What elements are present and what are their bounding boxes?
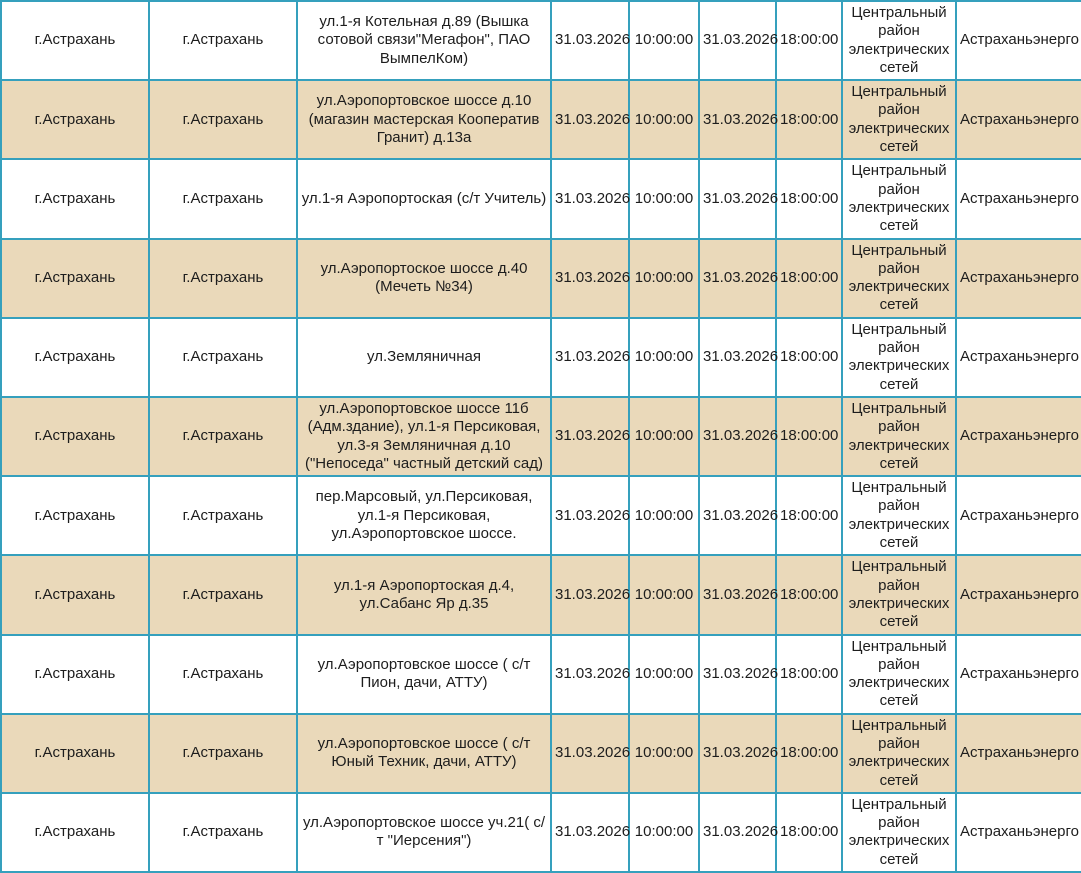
- cell-company: Астраханьэнерго: [956, 476, 1081, 555]
- cell-time-end: 18:00:00: [776, 635, 842, 714]
- cell-network-district: Центральный район электрических сетей: [842, 80, 956, 159]
- cell-date-start: 31.03.2026: [551, 476, 629, 555]
- cell-address: ул.Аэропортоское шоссе д.40 (Мечеть №34): [297, 239, 551, 318]
- cell-city: г.Астрахань: [1, 555, 149, 634]
- cell-date-end: 31.03.2026: [699, 239, 776, 318]
- cell-company: Астраханьэнерго: [956, 555, 1081, 634]
- cell-date-end: 31.03.2026: [699, 80, 776, 159]
- cell-time-start: 10:00:00: [629, 80, 699, 159]
- table-row: [1, 793, 1081, 872]
- cell-settlement: г.Астрахань: [149, 397, 297, 476]
- cell-address: ул.Земляничная: [297, 318, 551, 397]
- cell-time-end: 18:00:00: [776, 239, 842, 318]
- cell-time-start: 10:00:00: [629, 555, 699, 634]
- cell-city: г.Астрахань: [1, 714, 149, 793]
- cell-time-end: 18:00:00: [776, 397, 842, 476]
- cell-address: пер.Марсовый, ул.Персиковая, ул.1-я Персиковая, ул.Аэропортовское шоссе.: [297, 476, 551, 555]
- cell-date-start: 31.03.2026: [551, 239, 629, 318]
- cell-time-start: 10:00:00: [629, 714, 699, 793]
- cell-time-start: 10:00:00: [629, 159, 699, 238]
- cell-date-end: 31.03.2026: [699, 159, 776, 238]
- cell-address: ул.Аэропортовское шоссе 11б (Адм.здание), ул.1-я Персиковая, ул.3-я Земляничная д.10 ("Непоседа" частный детский сад): [297, 397, 551, 476]
- cell-date-start: 31.03.2026: [551, 555, 629, 634]
- cell-network-district: Центральный район электрических сетей: [842, 476, 956, 555]
- cell-company: Астраханьэнерго: [956, 793, 1081, 872]
- cell-date-start: 31.03.2026: [551, 1, 629, 80]
- cell-city: г.Астрахань: [1, 80, 149, 159]
- table-row: [1, 1, 1081, 80]
- table-row: [1, 397, 1081, 476]
- cell-settlement: г.Астрахань: [149, 793, 297, 872]
- cell-time-start: 10:00:00: [629, 476, 699, 555]
- cell-network-district: Центральный район электрических сетей: [842, 239, 956, 318]
- cell-date-end: 31.03.2026: [699, 555, 776, 634]
- cell-network-district: Центральный район электрических сетей: [842, 635, 956, 714]
- cell-city: г.Астрахань: [1, 397, 149, 476]
- cell-time-start: 10:00:00: [629, 397, 699, 476]
- cell-company: Астраханьэнерго: [956, 239, 1081, 318]
- table-row: [1, 555, 1081, 634]
- cell-date-start: 31.03.2026: [551, 714, 629, 793]
- cell-city: г.Астрахань: [1, 159, 149, 238]
- cell-company: Астраханьэнерго: [956, 318, 1081, 397]
- cell-network-district: Центральный район электрических сетей: [842, 397, 956, 476]
- outage-table-body: [1, 1, 1081, 872]
- cell-date-start: 31.03.2026: [551, 635, 629, 714]
- cell-address: ул.1-я Аэропортоская (с/т Учитель): [297, 159, 551, 238]
- cell-company: Астраханьэнерго: [956, 80, 1081, 159]
- cell-time-start: 10:00:00: [629, 793, 699, 872]
- cell-address: ул.1-я Котельная д.89 (Вышка сотовой связи"Мегафон", ПАО ВымпелКом): [297, 1, 551, 80]
- cell-settlement: г.Астрахань: [149, 476, 297, 555]
- cell-settlement: г.Астрахань: [149, 80, 297, 159]
- cell-company: Астраханьэнерго: [956, 397, 1081, 476]
- cell-settlement: г.Астрахань: [149, 555, 297, 634]
- cell-date-end: 31.03.2026: [699, 635, 776, 714]
- cell-address: ул.1-я Аэропортоская д.4, ул.Сабанс Яр д.35: [297, 555, 551, 634]
- cell-time-start: 10:00:00: [629, 318, 699, 397]
- cell-company: Астраханьэнерго: [956, 714, 1081, 793]
- cell-date-start: 31.03.2026: [551, 793, 629, 872]
- cell-time-end: 18:00:00: [776, 80, 842, 159]
- cell-date-end: 31.03.2026: [699, 793, 776, 872]
- cell-network-district: Центральный район электрических сетей: [842, 793, 956, 872]
- cell-network-district: Центральный район электрических сетей: [842, 555, 956, 634]
- cell-address: ул.Аэропортовское шоссе д.10 (магазин мастерская Кооператив Гранит) д.13а: [297, 80, 551, 159]
- table-row: [1, 159, 1081, 238]
- cell-date-end: 31.03.2026: [699, 318, 776, 397]
- cell-city: г.Астрахань: [1, 793, 149, 872]
- cell-settlement: г.Астрахань: [149, 714, 297, 793]
- table-row: [1, 714, 1081, 793]
- cell-time-start: 10:00:00: [629, 239, 699, 318]
- cell-time-end: 18:00:00: [776, 1, 842, 80]
- cell-time-start: 10:00:00: [629, 635, 699, 714]
- cell-date-start: 31.03.2026: [551, 318, 629, 397]
- cell-company: Астраханьэнерго: [956, 1, 1081, 80]
- cell-city: г.Астрахань: [1, 1, 149, 80]
- cell-network-district: Центральный район электрических сетей: [842, 159, 956, 238]
- cell-date-start: 31.03.2026: [551, 80, 629, 159]
- cell-address: ул.Аэропортовское шоссе ( с/т Пион, дачи, АТТУ): [297, 635, 551, 714]
- cell-network-district: Центральный район электрических сетей: [842, 318, 956, 397]
- cell-network-district: Центральный район электрических сетей: [842, 1, 956, 80]
- cell-network-district: Центральный район электрических сетей: [842, 714, 956, 793]
- cell-date-start: 31.03.2026: [551, 159, 629, 238]
- cell-time-end: 18:00:00: [776, 793, 842, 872]
- cell-address: ул.Аэропортовское шоссе уч.21( с/т "Иерсения"): [297, 793, 551, 872]
- table-row: [1, 80, 1081, 159]
- cell-date-start: 31.03.2026: [551, 397, 629, 476]
- cell-settlement: г.Астрахань: [149, 159, 297, 238]
- cell-time-end: 18:00:00: [776, 159, 842, 238]
- cell-settlement: г.Астрахань: [149, 635, 297, 714]
- cell-company: Астраханьэнерго: [956, 159, 1081, 238]
- cell-time-end: 18:00:00: [776, 555, 842, 634]
- cell-date-end: 31.03.2026: [699, 476, 776, 555]
- cell-time-start: 10:00:00: [629, 1, 699, 80]
- cell-city: г.Астрахань: [1, 635, 149, 714]
- cell-city: г.Астрахань: [1, 476, 149, 555]
- table-row: [1, 635, 1081, 714]
- cell-settlement: г.Астрахань: [149, 1, 297, 80]
- table-row: [1, 318, 1081, 397]
- cell-company: Астраханьэнерго: [956, 635, 1081, 714]
- cell-time-end: 18:00:00: [776, 318, 842, 397]
- cell-date-end: 31.03.2026: [699, 1, 776, 80]
- cell-time-end: 18:00:00: [776, 476, 842, 555]
- table-row: [1, 476, 1081, 555]
- cell-city: г.Астрахань: [1, 239, 149, 318]
- table-row: [1, 239, 1081, 318]
- cell-address: ул.Аэропортовское шоссе ( с/т Юный Техник, дачи, АТТУ): [297, 714, 551, 793]
- cell-city: г.Астрахань: [1, 318, 149, 397]
- cell-date-end: 31.03.2026: [699, 397, 776, 476]
- cell-settlement: г.Астрахань: [149, 239, 297, 318]
- cell-time-end: 18:00:00: [776, 714, 842, 793]
- cell-date-end: 31.03.2026: [699, 714, 776, 793]
- cell-settlement: г.Астрахань: [149, 318, 297, 397]
